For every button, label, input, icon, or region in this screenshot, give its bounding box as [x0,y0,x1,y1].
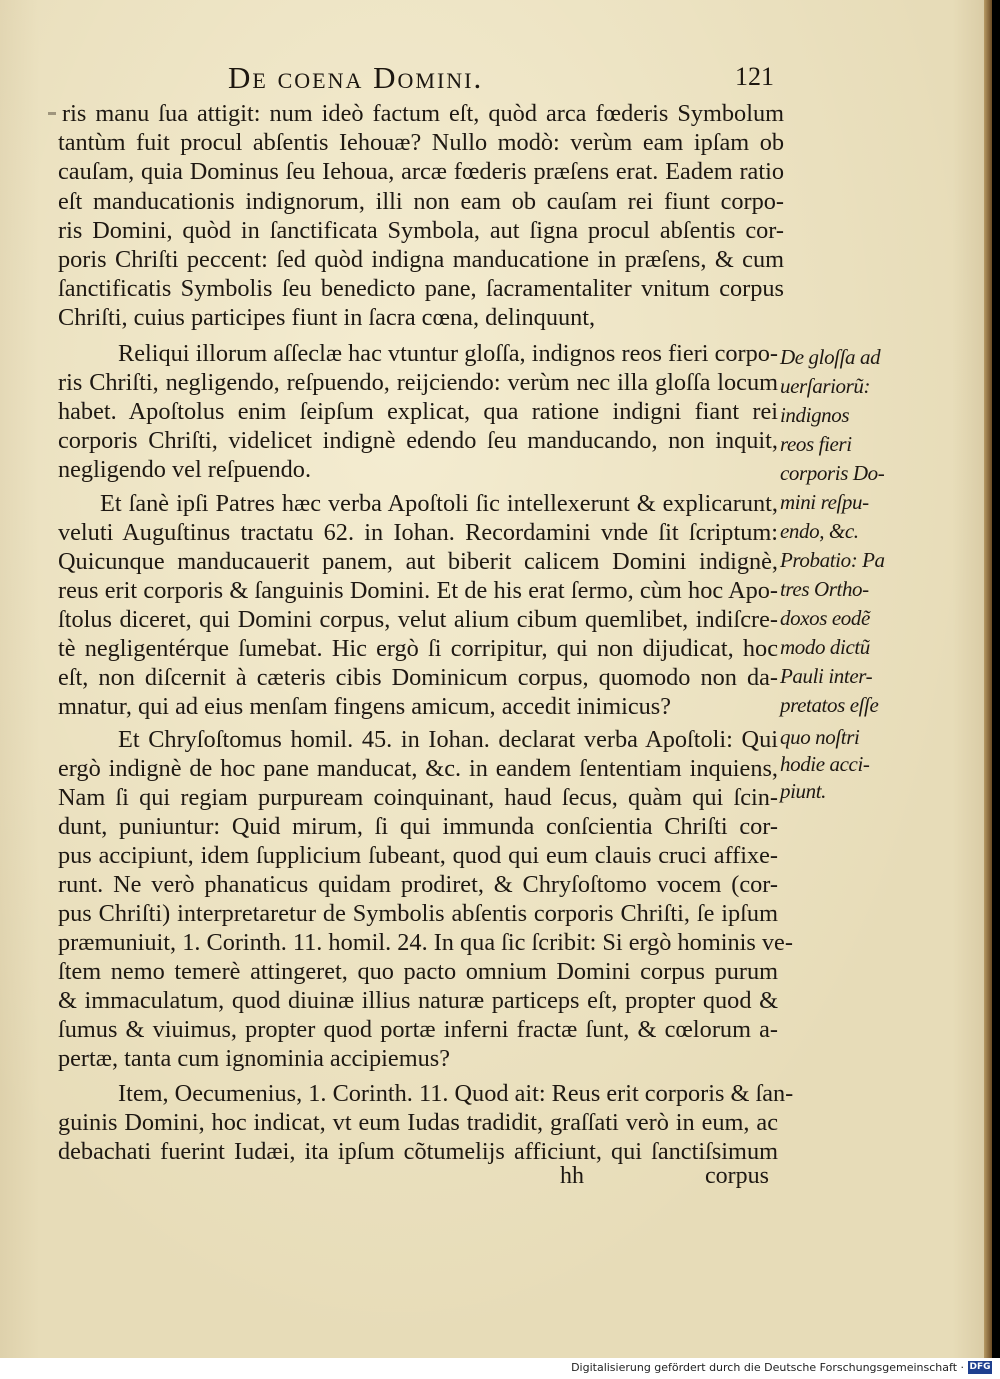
text-line: ergò indignè de hoc pane manducat, &c. in eandem ſententiam inquiens, [58,755,778,782]
margin-note: Probatio: Pa [780,548,885,572]
page-number: 121 [735,62,774,91]
text-line: ſanctificatis Symbolis ſeu benedicto pane, ſacramentaliter vnitum corpus [58,275,784,302]
text-line: Quicunque manducauerit panem, aut biberit calicem Domini indignè, [58,548,778,575]
margin-note: doxos eodẽ [780,606,870,630]
page-edge [984,0,992,1358]
text-line: præmuniuit, 1. Corinth. 11. homil. 24. In qua ſic ſcribit: Si ergò hominis ve- [58,929,793,956]
text-line: ris Chriſti, negligendo, reſpuendo, reijciendo: verùm nec illa gloſſa locum [58,369,778,396]
text-line: guinis Domini, hoc indicat, vt eum Iudas tradidit, graſſati verò in eum, ac [58,1109,778,1136]
text-line: Nam ſi qui regiam purpuream coinquinant, haud ſecus, quàm qui ſcin- [58,784,778,811]
margin-note: pretatos eſſe [780,693,879,717]
signature-mark: hh [560,1163,584,1189]
text-line: ris Domini, quòd in ſanctificata Symbola, aut ſigna procul abſentis cor- [58,217,784,244]
margin-note: De gloſſa ad [780,345,881,369]
margin-note: corporis Do- [780,461,885,485]
text-line: ſtolus diceret, qui Domini corpus, velut alium cibum quemlibet, indiſcre- [58,606,778,633]
text-line: pus accipiunt, idem ſupplicium ſubeant, quod qui eum clauis cruci affixe- [58,842,778,869]
text-line: dunt, puniuntur: Quid mirum, ſi qui immunda conſcientia Chriſti cor- [58,813,778,840]
margin-note: mini reſpu- [780,490,869,514]
margin-note: uerſariorũ: [780,374,871,398]
text-line: runt. Ne verò phanaticus quidam prodiret, & Chryſoſtomo vocem (cor- [58,871,778,898]
margin-note: endo, &c. [780,519,859,543]
text-line: Reliqui illorum aſſeclæ hac vtuntur gloſſa, indignos reos fieri corpo- [118,340,778,367]
margin-note: modo dictũ [780,635,870,659]
text-line: ſumus & viuimus, propter quod portæ inferni fractæ ſunt, & cœlorum a- [58,1016,778,1043]
text-line: eſt, non diſcernit à cæteris cibis Dominicum corpus, quomodo non da- [58,664,778,691]
footer-bar [0,1358,1000,1379]
margin-note: hodie acci- [780,752,870,776]
text-line: mnatur, qui ad eius menſam fingens amicum, accedit inimicus? [58,693,672,720]
margin-note: reos fieri [780,432,852,456]
margin-note: quo noſtri [780,725,860,749]
catchword: corpus [705,1163,769,1189]
text-line: Et Chryſoſtomus homil. 45. in Iohan. declarat verba Apoſtoli: Qui [118,726,778,753]
running-head: De coena Domini. [228,60,484,95]
margin-note: Pauli inter- [780,664,873,688]
text-line: habet. Apoſtolus enim ſeipſum explicat, qua ratione indigni fiant rei [58,398,778,425]
text-line: reus erit corporis & ſanguinis Domini. Et de his erat ſermo, cùm hoc Apo- [58,577,778,604]
text-line: Chriſti, cuius participes fiunt in ſacra cœna, delinquunt, [58,304,596,331]
text-line: Item, Oecumenius, 1. Corinth. 11. Quod ait: Reus erit corporis & ſan- [118,1080,794,1107]
text-line: cauſam, quia Dominus ſeu Iehoua, arcæ fœderis præſens erat. Eadem ratio [58,158,784,185]
text-line: ſtem nemo temerè attingeret, quo pacto omnium Domini corpus purum [58,958,778,985]
text-line: tantùm fuit procul abſentis Iehouæ? Nullo modò: verùm eam ipſam ob [58,129,784,156]
text-line: debachati fuerint Iudæi, ita ipſum cõtumelijs afficiunt, qui ſanctiſsimum [58,1138,778,1165]
text-line: poris Chriſti peccent: ſed quòd indigna manducatione in præſens, & cum [58,246,784,273]
text-line: Et ſanè ipſi Patres hæc verba Apoſtoli ſic intellexerunt & explicarunt, [100,490,778,517]
text-line: pus Chriſti) interpretaretur de Symbolis abſentis corporis Chriſti, ſe ipſum [58,900,778,927]
text-line: tè negligentérque ſumebat. Hic ergò ſi corripitur, qui non dijudicat, hoc [58,635,778,662]
text-line: corporis Chriſti, videlicet indignè edendo ſeu manducando, non inquit, [58,427,778,454]
text-line: & immaculatum, quod diuinæ illius naturæ particeps eſt, propter quod & [58,987,778,1014]
footer-credit: Digitalisierung gefördert durch die Deutsche Forschungsgemeinschaft · [571,1361,964,1374]
text-line: eſt manducationis indignorum, illi non eam ob cauſam rei fiunt corpo- [58,188,784,215]
margin-mark [48,112,56,115]
margin-note: indignos [780,403,850,427]
text-line: ris manu ſua attigit: num ideò factum eſt, quòd arca fœderis Symbolum [62,100,784,127]
margin-note: tres Ortho- [780,577,869,601]
dfg-logo-icon: DFG [969,1362,991,1372]
text-line: veluti Auguſtinus tractatu 62. in Iohan. Recordamini vnde ſit ſcriptum: [58,519,778,546]
text-line: negligendo vel reſpuendo. [58,456,312,483]
text-line: pertæ, tanta cum ignominia accipiemus? [58,1045,451,1072]
margin-note: piunt. [780,779,827,803]
